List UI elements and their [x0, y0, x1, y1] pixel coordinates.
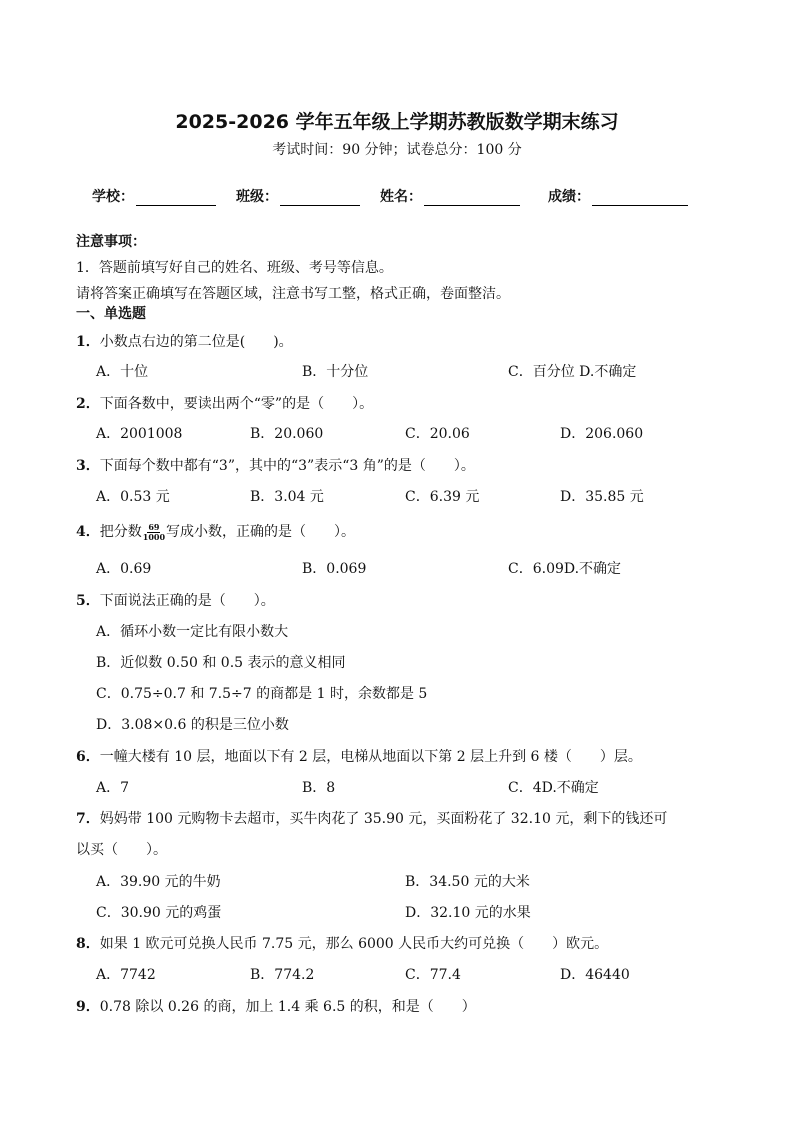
question-text: 如果 1 欧元可兑换人民币 7.75 元，那么 6000 人民币大约可兑换（ ）欧元。 [99, 936, 609, 952]
q8-option-b[interactable]: B．774.2 [250, 967, 315, 983]
question-text-before: 把分数 [99, 524, 142, 540]
exam-subtitle: 考试时间：90 分钟；试卷总分：100 分 [272, 142, 522, 158]
q8-option-a[interactable]: A．7742 [96, 967, 156, 983]
q7-option-a[interactable]: A．39.90 元的牛奶 [96, 874, 221, 890]
q3-option-d[interactable]: D．35.85 元 [560, 489, 644, 505]
question-text: 妈妈带 100 元购物卡去超市，买牛肉花了 35.90 元，买面粉花了 32.10 元，剩下的钱还可 [99, 811, 668, 827]
q4-option-b[interactable]: B．0.069 [302, 561, 367, 577]
q5-option-d[interactable]: D．3.08×0.6 的积是三位小数 [96, 717, 289, 733]
score-field [548, 186, 688, 206]
q4-option-c[interactable]: C．6.09D.不确定 [508, 561, 622, 577]
question-6 [76, 747, 642, 767]
q6-option-b[interactable]: B．8 [302, 780, 336, 796]
question-7 [76, 809, 667, 829]
class-field [236, 186, 360, 206]
question-number: 7． [76, 811, 100, 827]
question-number: 1． [76, 334, 100, 350]
question-number: 8． [76, 936, 100, 952]
question-number: 5． [76, 593, 100, 609]
exam-title: 2025-2026 学年五年级上学期苏教版数学期末练习 [175, 111, 619, 133]
score-label: 成绩： [548, 189, 590, 205]
question-number: 2． [76, 396, 100, 412]
question-8 [76, 934, 608, 954]
fraction [143, 523, 165, 542]
student-info-row [92, 186, 712, 208]
question-text-after: 写成小数，正确的是（ ）。 [166, 524, 356, 540]
fraction-denominator: 1000 [142, 531, 166, 542]
q1-option-a[interactable]: A．十位 [96, 364, 149, 380]
q5-option-a[interactable]: A．循环小数一定比有限小数大 [96, 624, 289, 640]
q8-option-d[interactable]: D．46440 [560, 967, 630, 983]
q5-option-c[interactable]: C．0.75÷0.7 和 7.5÷7 的商都是 1 时，余数都是 5 [96, 686, 428, 702]
question-7-continued: 以买（ ）。 [76, 842, 167, 858]
q1-option-c[interactable]: C．百分位 D.不确定 [508, 364, 637, 380]
q4-option-a[interactable]: A．0.69 [96, 561, 152, 577]
question-text: 下面说法正确的是（ ）。 [99, 593, 275, 609]
question-2 [76, 394, 373, 414]
q2-option-a[interactable]: A．2001008 [96, 426, 183, 442]
q3-option-c[interactable]: C．6.39 元 [405, 489, 480, 505]
question-number: 3． [76, 458, 100, 474]
question-text: 下面每个数中都有“3”，其中的“3”表示“3 角”的是（ ）。 [99, 458, 475, 474]
question-number: 4． [76, 524, 100, 540]
q7-option-b[interactable]: B．34.50 元的大米 [405, 874, 530, 890]
school-field [92, 186, 216, 206]
question-3 [76, 456, 475, 476]
school-label: 学校： [92, 189, 134, 205]
q6-option-c[interactable]: C．4D.不确定 [508, 780, 599, 796]
question-text: 小数点右边的第二位是( )。 [99, 334, 293, 350]
question-text: 下面各数中，要读出两个“零”的是（ ）。 [99, 396, 374, 412]
q1-option-b[interactable]: B．十分位 [302, 364, 369, 380]
q3-option-a[interactable]: A．0.53 元 [96, 489, 170, 505]
q7-option-c[interactable]: C．30.90 元的鸡蛋 [96, 905, 222, 921]
question-number: 6． [76, 749, 100, 765]
question-number: 9． [76, 999, 100, 1015]
q3-option-b[interactable]: B．3.04 元 [250, 489, 324, 505]
q7-option-d[interactable]: D．32.10 元的水果 [405, 905, 531, 921]
section-heading-single-choice: 一、单选题 [76, 306, 146, 322]
question-1 [76, 332, 293, 352]
question-9 [76, 997, 476, 1017]
class-blank[interactable] [280, 189, 360, 206]
q6-option-a[interactable]: A．7 [96, 780, 130, 796]
fraction-numerator: 69 [148, 521, 160, 532]
name-field [380, 186, 520, 206]
notice-line-2: 请将答案正确填写在答题区域，注意书写工整，格式正确，卷面整洁。 [76, 286, 510, 302]
name-blank[interactable] [424, 189, 520, 206]
question-5 [76, 591, 275, 611]
notice-heading: 注意事项： [76, 234, 146, 250]
score-blank[interactable] [592, 189, 688, 206]
q5-option-b[interactable]: B．近似数 0.50 和 0.5 表示的意义相同 [96, 655, 346, 671]
q2-option-d[interactable]: D．206.060 [560, 426, 644, 442]
q2-option-c[interactable]: C．20.06 [405, 426, 470, 442]
question-text: 0.78 除以 0.26 的商，加上 1.4 乘 6.5 的积，和是（ ） [99, 999, 476, 1015]
q8-option-c[interactable]: C．77.4 [405, 967, 461, 983]
q2-option-b[interactable]: B．20.060 [250, 426, 324, 442]
question-4 [76, 522, 355, 542]
name-label: 姓名： [380, 189, 422, 205]
class-label: 班级： [236, 189, 278, 205]
notice-line-1: 1．答题前填写好自己的姓名、班级、考号等信息。 [76, 260, 393, 276]
school-blank[interactable] [136, 189, 216, 206]
question-text: 一幢大楼有 10 层，地面以下有 2 层，电梯从地面以下第 2 层上升到 6 楼（ ）层。 [99, 749, 642, 765]
